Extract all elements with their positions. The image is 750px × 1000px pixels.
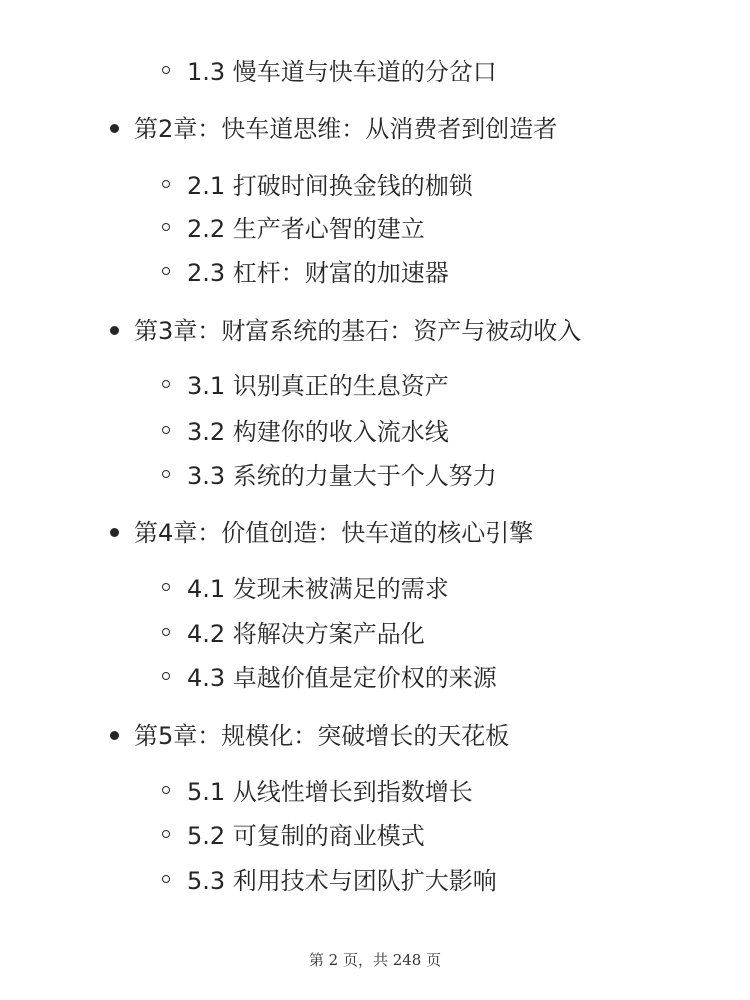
hollow-bullet-icon [162, 426, 170, 434]
hollow-bullet-icon [162, 180, 170, 188]
toc-line-text: 5.1 从线性增长到指数增长 [187, 778, 473, 806]
hollow-bullet-icon [162, 223, 170, 231]
filled-bullet-icon [110, 326, 119, 335]
toc-line-text: 第4章：价值创造：快车道的核心引擎 [134, 519, 534, 547]
toc-line-text: 第3章：财富系统的基石：资产与被动收入 [134, 317, 582, 345]
toc-line-text: 2.1 打破时间换金钱的枷锁 [187, 172, 473, 200]
toc-line-text: 2.2 生产者心智的建立 [187, 215, 425, 243]
toc-line-text: 4.2 将解决方案产品化 [187, 620, 425, 648]
toc-line-text: 1.3 慢车道与快车道的分岔口 [187, 58, 497, 86]
toc-line-text: 4.3 卓越价值是定价权的来源 [187, 664, 497, 692]
toc-line-text: 5.3 利用技术与团队扩大影响 [187, 867, 497, 895]
hollow-bullet-icon [162, 470, 170, 478]
toc-line-text: 3.1 识别真正的生息资产 [187, 372, 449, 400]
toc-line-text: 3.3 系统的力量大于个人努力 [187, 462, 497, 490]
hollow-bullet-icon [162, 786, 170, 794]
toc-line-text: 4.1 发现未被满足的需求 [187, 575, 449, 603]
hollow-bullet-icon [162, 66, 170, 74]
filled-bullet-icon [110, 731, 119, 740]
hollow-bullet-icon [162, 672, 170, 680]
toc-line-text: 第2章：快车道思维：从消费者到创造者 [134, 115, 558, 143]
hollow-bullet-icon [162, 267, 170, 275]
hollow-bullet-icon [162, 830, 170, 838]
filled-bullet-icon [110, 528, 119, 537]
toc-line-text: 3.2 构建你的收入流水线 [187, 418, 449, 446]
hollow-bullet-icon [162, 583, 170, 591]
page-number-footer: 第 2 页，共 248 页 [308, 951, 442, 969]
hollow-bullet-icon [162, 875, 170, 883]
toc-line-text: 2.3 杠杆：财富的加速器 [187, 259, 449, 287]
hollow-bullet-icon [162, 628, 170, 636]
toc-line-text: 5.2 可复制的商业模式 [187, 822, 425, 850]
toc-line-text: 第5章：规模化：突破增长的天花板 [134, 722, 510, 750]
hollow-bullet-icon [162, 380, 170, 388]
filled-bullet-icon [110, 124, 119, 133]
